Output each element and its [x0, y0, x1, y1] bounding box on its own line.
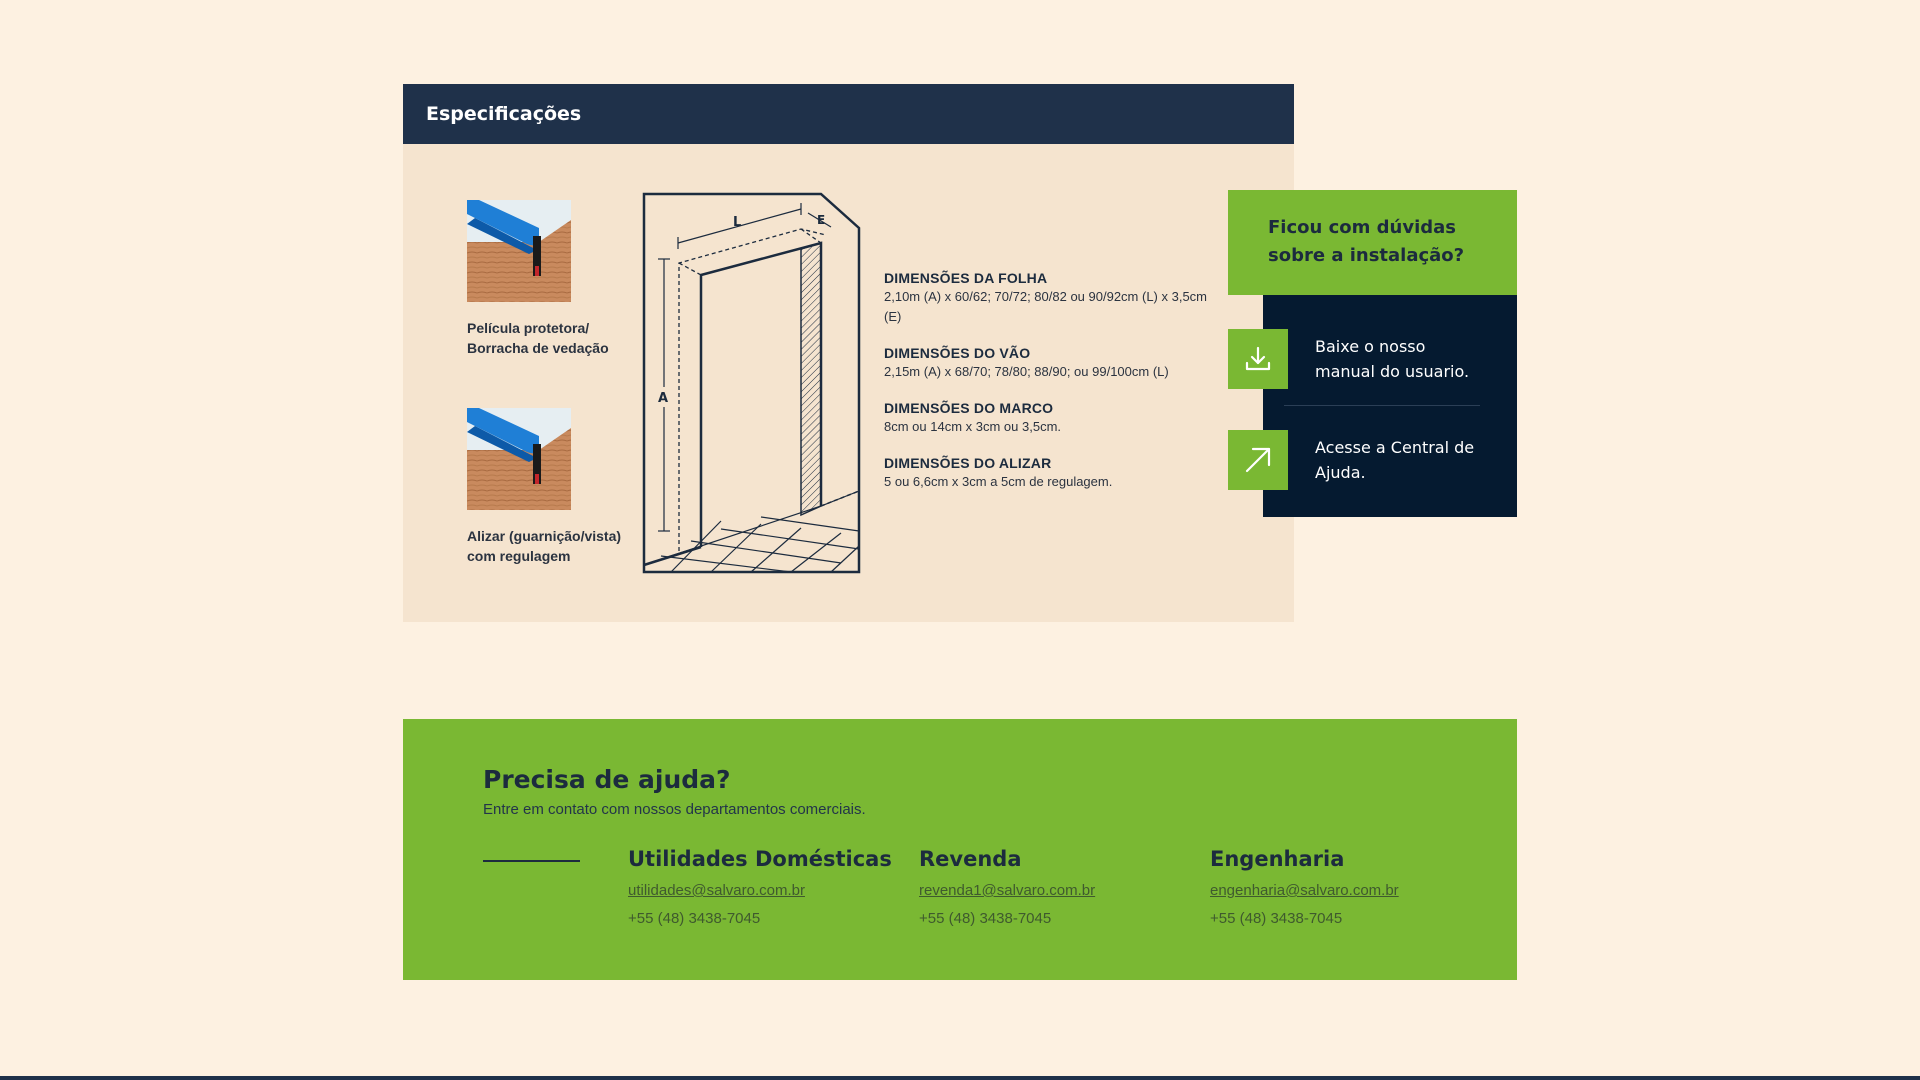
download-manual-label: Baixe o nosso manual do usuario. — [1315, 337, 1470, 381]
seal-profile-image — [467, 200, 571, 302]
contact-title: Precisa de ajuda? — [483, 765, 731, 794]
dimension-alizar — [884, 454, 1224, 492]
specifications-header — [403, 84, 1294, 144]
contact-divider-line — [483, 860, 580, 862]
help-card-divider — [1284, 405, 1480, 406]
seal-caption-line1: Película protetora/ — [467, 320, 590, 336]
arrow-up-right-icon — [1228, 430, 1288, 490]
dimension-vao — [884, 344, 1224, 382]
dimension-value: 5 ou 6,6cm x 3cm a 5cm de regulagem. — [884, 474, 1113, 489]
dimension-title: DIMENSÕES DA FOLHA — [884, 270, 1048, 286]
help-center-label: Acesse a Central de Ajuda. — [1315, 438, 1475, 482]
download-icon — [1228, 329, 1288, 389]
department-email-link[interactable]: revenda1@salvaro.com.br — [919, 882, 1096, 899]
depth-label: E — [817, 213, 826, 227]
department-phone: +55 (48) 3438-7045 — [919, 910, 1052, 927]
trim-caption-line2: com regulagem — [467, 548, 571, 564]
trim-profile-caption — [467, 526, 627, 566]
trim-profile-image — [467, 408, 571, 510]
specifications-panel — [403, 84, 1294, 622]
seal-profile-caption — [467, 318, 627, 358]
department-name: Engenharia — [1210, 847, 1345, 871]
dimension-value: 2,10m (A) x 60/62; 70/72; 80/82 ou 90/92cm (L) x 3,5cm (E) — [884, 289, 1208, 324]
contact-section — [403, 719, 1517, 980]
door-dimensions-diagram — [641, 191, 861, 575]
seal-caption-line2: Borracha de vedação — [467, 340, 609, 356]
dimension-value: 2,15m (A) x 68/70; 78/80; 88/90; ou 99/100cm (L) — [884, 364, 1169, 379]
dimension-title: DIMENSÕES DO VÃO — [884, 345, 1031, 361]
specifications-title: Especificações — [426, 103, 582, 125]
dimension-value: 8cm ou 14cm x 3cm ou 3,5cm. — [884, 419, 1062, 434]
width-label: L — [733, 215, 742, 230]
dimension-folha — [884, 269, 1224, 327]
download-manual-button[interactable] — [1228, 328, 1517, 390]
contact-subtitle: Entre em contato com nossos departamentos comerciais. — [483, 801, 866, 818]
dimension-title: DIMENSÕES DO ALIZAR — [884, 455, 1052, 471]
help-card-header — [1228, 190, 1517, 295]
department-utilidades — [628, 846, 892, 929]
department-email-link[interactable]: utilidades@salvaro.com.br — [628, 882, 805, 899]
department-engenharia — [1210, 846, 1399, 929]
page-bottom-bar — [0, 1076, 1920, 1080]
help-center-button[interactable] — [1228, 429, 1517, 491]
dimension-marco — [884, 399, 1224, 437]
department-name: Revenda — [919, 847, 1022, 871]
dimension-title: DIMENSÕES DO MARCO — [884, 400, 1054, 416]
dimensions-list — [884, 269, 1224, 509]
help-card-title: Ficou com dúvidas sobre a instalação? — [1268, 217, 1465, 266]
trim-caption-line1: Alizar (guarnição/vista) — [467, 528, 622, 544]
height-label: A — [658, 391, 669, 406]
department-phone: +55 (48) 3438-7045 — [1210, 910, 1343, 927]
department-name: Utilidades Domésticas — [628, 847, 892, 871]
department-email-link[interactable]: engenharia@salvaro.com.br — [1210, 882, 1399, 899]
department-revenda — [919, 846, 1095, 929]
department-phone: +55 (48) 3438-7045 — [628, 910, 761, 927]
